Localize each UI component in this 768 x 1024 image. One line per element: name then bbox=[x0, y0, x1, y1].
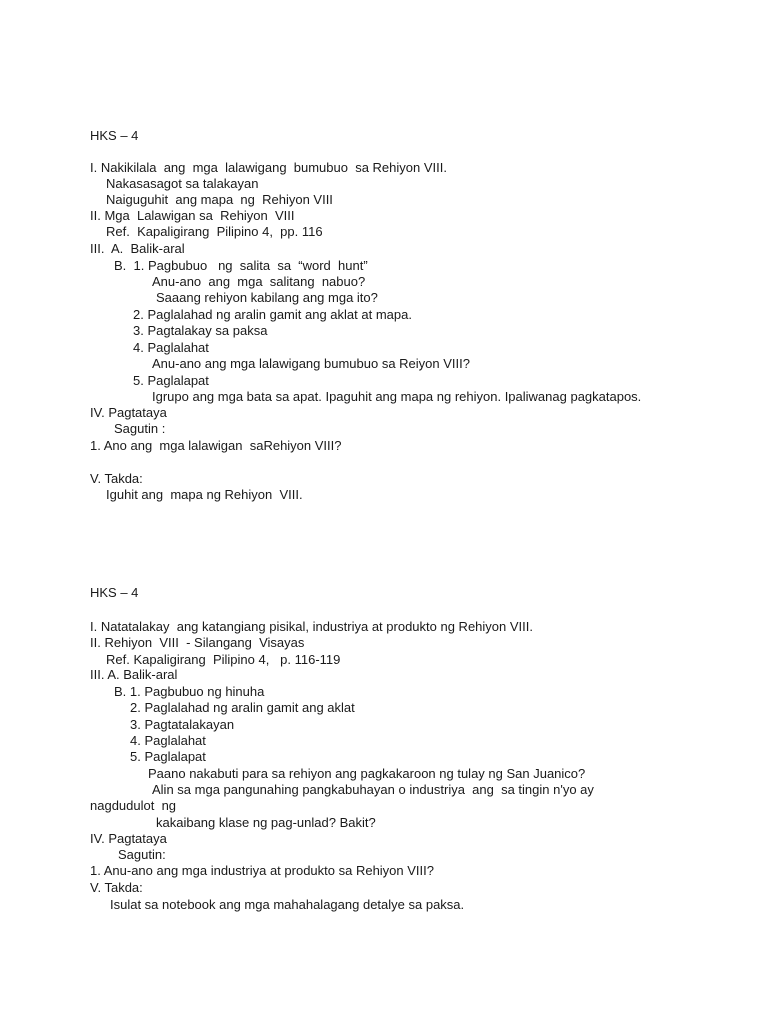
lesson2-step-3: 3. Pagtatalakayan bbox=[130, 717, 235, 732]
lesson1-objective-3: Naiguguhit ang mapa ng Rehiyon VIII bbox=[106, 192, 333, 207]
lesson1-reference: Ref. Kapaligirang Pilipino 4, pp. 116 bbox=[106, 224, 323, 239]
lesson1-heading: HKS – 4 bbox=[90, 128, 139, 143]
lesson2-step-5-question-1: Paano nakabuti para sa rehiyon ang pagkakaroon ng tulay ng San Juanico? bbox=[148, 766, 586, 781]
lesson1-assignment: V. Takda: bbox=[90, 471, 143, 486]
lesson1-step-4: 4. Paglalahat bbox=[133, 340, 209, 355]
lesson2-assignment: V. Takda: bbox=[90, 880, 143, 895]
lesson1-objective-1: I. Nakikilala ang mga lalawigang bumubuo sa Rehiyon VIII. bbox=[90, 160, 447, 175]
lesson2-evaluation: IV. Pagtataya bbox=[90, 831, 167, 846]
lesson2-procedure: III. A. Balik-aral bbox=[90, 667, 178, 682]
lesson2-step-4: 4. Paglalahat bbox=[130, 733, 206, 748]
lesson1-procedure: III. A. Balik-aral bbox=[90, 241, 185, 256]
lesson2-step-5-question-2: Alin sa mga pangunahing pangkabuhayan o industriya ang sa tingin n'yo ay bbox=[152, 782, 594, 797]
lesson2-subject: II. Rehiyon VIII - Silangang Visayas bbox=[90, 635, 305, 650]
lesson2-reference: Ref. Kapaligirang Pilipino 4, p. 116-119 bbox=[106, 652, 341, 667]
lesson1-step-5: 5. Paglalapat bbox=[133, 373, 209, 388]
lesson1-evaluation-question: 1. Ano ang mga lalawigan saRehiyon VIII? bbox=[90, 438, 342, 453]
lesson2-step-2: 2. Paglalahad ng aralin gamit ang aklat bbox=[130, 700, 355, 715]
lesson1-objective-2: Nakasasagot sa talakayan bbox=[106, 176, 259, 191]
lesson1-step-3: 3. Pagtalakay sa paksa bbox=[133, 323, 268, 338]
lesson1-step-b1: B. 1. Pagbubuo ng salita sa “word hunt” bbox=[114, 258, 368, 273]
lesson1-step-4-question: Anu-ano ang mga lalawigang bumubuo sa Reiyon VIII? bbox=[152, 356, 470, 371]
lesson1-evaluation: IV. Pagtataya bbox=[90, 405, 167, 420]
lesson1-step-2: 2. Paglalahad ng aralin gamit ang aklat at mapa. bbox=[133, 307, 412, 322]
lesson2-evaluation-question: 1. Anu-ano ang mga industriya at produkto sa Rehiyon VIII? bbox=[90, 863, 434, 878]
lesson2-answer-label: Sagutin: bbox=[118, 847, 166, 862]
lesson1-answer-label: Sagutin : bbox=[114, 421, 166, 436]
lesson1-subject: II. Mga Lalawigan sa Rehiyon VIII bbox=[90, 208, 295, 223]
lesson2-step-b1: B. 1. Pagbubuo ng hinuha bbox=[114, 684, 265, 699]
lesson1-step-b1-question-2: Saaang rehiyon kabilang ang mga ito? bbox=[156, 290, 378, 305]
lesson1-step-5-text: Igrupo ang mga bata sa apat. Ipaguhit ang mapa ng rehiyon. Ipaliwanag pagkatapos. bbox=[152, 389, 642, 404]
lesson1-step-b1-question-1: Anu-ano ang mga salitang nabuo? bbox=[152, 274, 366, 289]
lesson1-assignment-text: Iguhit ang mapa ng Rehiyon VIII. bbox=[106, 487, 303, 502]
lesson2-heading: HKS – 4 bbox=[90, 585, 139, 600]
lesson2-step-5-question-2-wrap: nagdudulot ng bbox=[90, 798, 177, 813]
lesson2-objective-1: I. Natatalakay ang katangiang pisikal, industriya at produkto ng Rehiyon VIII. bbox=[90, 619, 533, 634]
lesson2-step-5-question-2-end: kakaibang klase ng pag-unlad? Bakit? bbox=[156, 815, 376, 830]
lesson2-assignment-text: Isulat sa notebook ang mga mahahalagang detalye sa paksa. bbox=[110, 897, 465, 912]
lesson2-step-5: 5. Paglalapat bbox=[130, 749, 206, 764]
